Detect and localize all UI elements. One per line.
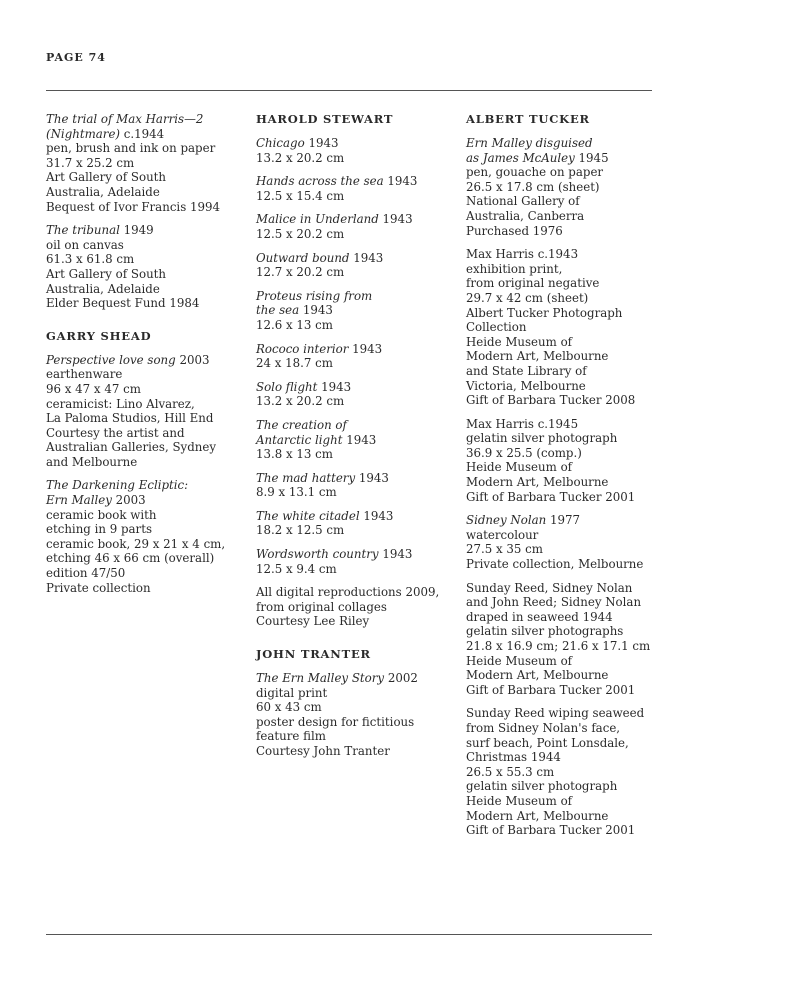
artwork-title: Hands across the sea [256,174,384,189]
title-line [256,380,456,395]
detail-line: Gift of Barbara Tucker 2001 [466,823,636,838]
title-line [256,303,456,318]
artwork-title: Ern Malley [46,493,112,508]
catalogue-entry [46,223,246,311]
artwork-date: 1943 [387,174,418,189]
detail-line: Albert Tucker Photograph [466,305,623,320]
detail-line: gelatin silver photograph [466,779,618,794]
detail-line: 27.5 x 35 cm [466,542,543,557]
detail-line: Sunday Reed, Sidney Nolan [466,580,633,595]
artwork-title: The Ern Malley Story [256,671,385,686]
catalogue-entry [256,509,456,538]
artwork-date: 1943 [346,432,377,447]
artwork-date: 1943 [358,470,389,485]
detail-line: Heide Museum of [466,793,573,808]
detail-line: Australia, Adelaide [46,281,160,296]
artwork-title: Malice in Underland [256,212,379,227]
title-line [46,127,246,142]
title-line [256,433,456,448]
detail-line: 12.6 x 13 cm [256,317,333,332]
detail-line: Modern Art, Melbourne [466,349,609,364]
detail-line: National Gallery of [466,194,580,209]
artwork-date: 2002 [387,671,418,686]
detail-line: edition 47/50 [46,566,126,581]
catalogue-entry [466,581,666,698]
artwork-title: The Darkening Ecliptic: [46,478,189,493]
title-line [466,513,666,528]
detail-line: 18.2 x 12.5 cm [256,523,345,538]
column-1 [46,112,246,595]
detail-line: Courtesy Lee Riley [256,614,370,629]
detail-line: ceramic book, 29 x 21 x 4 cm, [46,536,226,551]
detail-line: 61.3 x 61.8 cm [46,252,135,267]
catalogue-entry [466,706,666,837]
detail-line: Modern Art, Melbourne [466,668,609,683]
detail-line: Max Harris c.1945 [466,416,579,431]
detail-line: digital print [256,685,328,700]
artwork-title: Ern Malley disguised [466,136,593,150]
column-2 [256,112,456,759]
artwork-title: The tribunal [46,223,120,238]
artwork-title: Proteus rising from [256,288,373,303]
detail-line: Art Gallery of South [46,170,167,185]
catalogue-entry [256,174,456,203]
title-line [256,418,456,433]
title-line [256,342,456,357]
title-line [256,671,456,686]
artwork-date: 1943 [363,508,394,523]
artist-heading: GARRY SHEAD [46,328,152,343]
detail-line: Australia, Adelaide [46,184,160,199]
artwork-title: The creation of [256,417,347,432]
detail-line: 12.5 x 20.2 cm [256,226,345,241]
artwork-date: 2003 [179,352,210,367]
detail-line: etching 46 x 66 cm (overall) [46,551,215,566]
catalogue-entry [256,380,456,409]
detail-line: 26.5 x 55.3 cm [466,764,555,779]
title-line [256,547,456,562]
detail-line: surf beach, Point Lonsdale, [466,735,629,750]
catalogue-entry [256,136,456,165]
catalogue-entry [256,251,456,280]
detail-line: 12.5 x 9.4 cm [256,561,337,576]
artwork-title: the sea [256,303,300,318]
detail-line: Heide Museum of [466,653,573,668]
artwork-title: Perspective love song [46,352,176,367]
detail-line: 36.9 x 25.5 (comp.) [466,445,582,460]
title-line [466,151,666,166]
detail-line: gelatin silver photographs [466,624,624,639]
artwork-date: c.1944 [123,126,165,141]
detail-line: Christmas 1944 [466,750,561,765]
artwork-title: The trial of Max Harris—2 [46,112,204,126]
title-line [256,471,456,486]
title-line [256,289,456,304]
catalogue-entry [46,353,246,470]
catalogue-entry [46,112,246,214]
catalogue-entry [256,342,456,371]
detail-line: draped in seaweed 1944 [466,609,613,624]
detail-line: Gift of Barbara Tucker 2001 [466,682,636,697]
catalogue-entry [466,136,666,238]
section-gap [46,320,246,329]
artwork-title: Solo flight [256,379,318,394]
artwork-title: Rococo interior [256,341,349,356]
detail-line: 60 x 43 cm [256,700,322,715]
artwork-date: 1945 [578,150,609,165]
catalogue-entry [256,471,456,500]
artwork-date: 1943 [382,212,413,227]
detail-line: etching in 9 parts [46,522,152,537]
artwork-date: 1949 [123,223,154,238]
detail-line: from Sidney Nolan's face, [466,720,621,735]
detail-line: 24 x 18.7 cm [256,356,333,371]
title-line [46,353,246,368]
detail-line: Art Gallery of South [46,266,167,281]
catalogue-entry [46,478,246,595]
detail-line: from original collages [256,599,387,614]
catalogue-entry [256,289,456,333]
title-line [256,174,456,189]
artwork-date: 1943 [308,136,339,150]
detail-line: Australia, Canberra [466,208,585,223]
artwork-title: Sidney Nolan [466,513,547,528]
detail-line: Australian Galleries, Sydney [46,440,216,455]
detail-line: 31.7 x 25.2 cm [46,155,135,170]
catalogue-entry [256,585,456,629]
artist-heading: ALBERT TUCKER [466,112,590,126]
artist-heading: HAROLD STEWART [256,112,394,126]
title-line [46,493,246,508]
detail-line: and Melbourne [46,454,138,469]
detail-line: 12.5 x 15.4 cm [256,188,345,203]
detail-line: and John Reed; Sidney Nolan [466,595,642,610]
title-line [256,212,456,227]
detail-line: and State Library of [466,363,587,378]
column-3 [466,112,666,838]
detail-line: watercolour [466,527,539,542]
artwork-title: Antarctic light [256,432,343,447]
artwork-title: (Nightmare) [46,126,121,141]
catalogue-entry [466,247,666,408]
detail-line: All digital reproductions 2009, [256,585,440,600]
catalogue-entry [256,547,456,576]
detail-line: 21.8 x 16.9 cm; 21.6 x 17.1 cm [466,639,651,653]
detail-line: Collection [466,320,527,335]
artwork-date: 1943 [353,250,384,265]
artist-heading: JOHN TRANTER [256,647,371,662]
detail-line: Bequest of Ivor Francis 1994 [46,199,221,214]
detail-line: earthenware [46,367,123,382]
detail-line: Modern Art, Melbourne [466,475,609,490]
artwork-title: Outward bound [256,250,350,265]
detail-line: Private collection [46,580,151,595]
detail-line: from original negative [466,276,600,291]
catalogue-entry [256,671,456,759]
detail-line: pen, gouache on paper [466,165,604,180]
detail-line: Heide Museum of [466,334,573,349]
artwork-title: as James McAuley [466,150,575,165]
artwork-title: The white citadel [256,508,360,523]
artwork-title: Chicago [256,136,305,150]
detail-line: gelatin silver photograph [466,431,618,446]
catalogue-entry [256,212,456,241]
section-gap [256,638,456,647]
detail-line: 29.7 x 42 cm (sheet) [466,290,589,305]
detail-line: Sunday Reed wiping seaweed [466,706,645,721]
detail-line: oil on canvas [46,237,124,252]
title-line [46,223,246,238]
title-line [46,112,246,127]
artwork-date: 2003 [115,493,146,508]
artwork-date: 1943 [321,379,352,394]
detail-line: Elder Bequest Fund 1984 [46,296,200,311]
artwork-title: The mad hattery [256,470,356,485]
detail-line: Courtesy John Tranter [256,744,390,758]
top-divider [46,90,652,91]
detail-line: 13.2 x 20.2 cm [256,394,345,409]
detail-line: Max Harris c.1943 [466,247,579,262]
artwork-date: 1943 [302,303,333,318]
bottom-divider [46,934,652,935]
title-line [46,478,246,493]
detail-line: ceramic book with [46,507,157,522]
detail-line: 13.8 x 13 cm [256,447,333,462]
detail-line: Heide Museum of [466,460,573,475]
detail-line: exhibition print, [466,261,563,276]
detail-line: Victoria, Melbourne [466,378,586,393]
detail-line: pen, brush and ink on paper [46,141,216,156]
artwork-date: 1943 [352,341,383,356]
title-line [256,251,456,266]
detail-line: 26.5 x 17.8 cm (sheet) [466,179,600,194]
detail-line: 12.7 x 20.2 cm [256,265,345,280]
title-line [256,509,456,524]
detail-line: Courtesy the artist and [46,425,185,440]
detail-line: feature film [256,729,326,744]
title-line [256,136,456,151]
detail-line: Private collection, Melbourne [466,557,644,572]
artwork-date: 1977 [549,513,581,528]
detail-line: La Paloma Studios, Hill End [46,411,214,426]
page-number: PAGE 74 [46,51,106,64]
detail-line: Modern Art, Melbourne [466,808,609,823]
detail-line: 8.9 x 13.1 cm [256,485,337,500]
artwork-title: Wordsworth country [256,547,379,562]
catalogue-entry [466,513,666,571]
detail-line: Purchased 1976 [466,223,563,238]
detail-line: 96 x 47 x 47 cm [46,381,141,396]
detail-line: poster design for fictitious [256,714,415,729]
catalogue-entry [466,417,666,505]
detail-line: 13.2 x 20.2 cm [256,150,345,165]
title-line [466,136,666,151]
artwork-date: 1943 [382,547,413,562]
detail-line: Gift of Barbara Tucker 2001 [466,489,636,504]
detail-line: Gift of Barbara Tucker 2008 [466,393,636,408]
detail-line: ceramicist: Lino Alvarez, [46,396,195,411]
catalogue-entry [256,418,456,462]
